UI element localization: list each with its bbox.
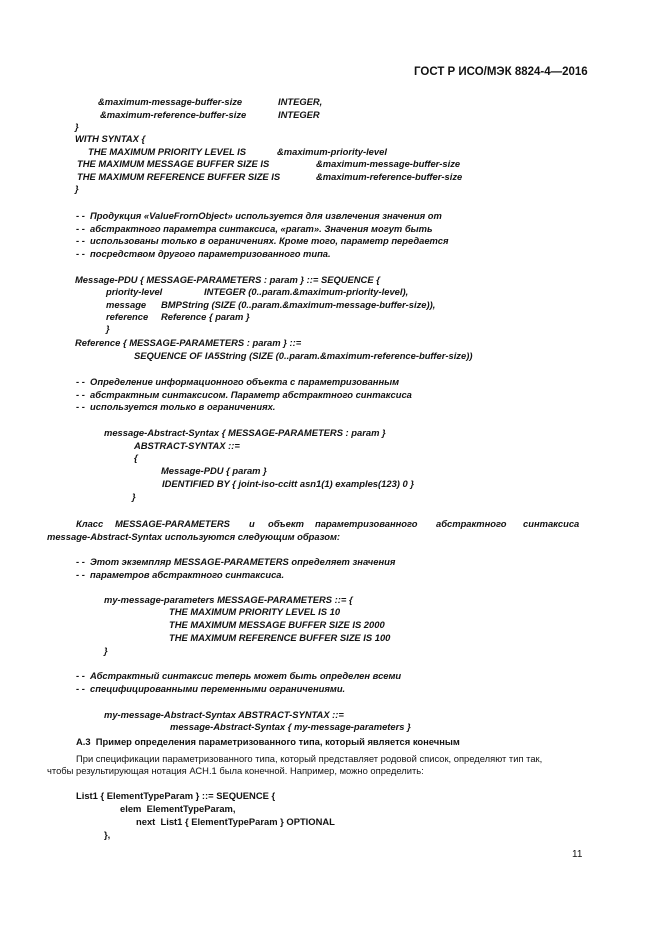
code-line: message-Abstract-Syntax { my-message-parameters } <box>170 721 411 732</box>
para-word: и <box>249 518 255 529</box>
code-line: next List1 { ElementTypeParam } OPTIONAL <box>136 816 335 827</box>
code-brace: }, <box>104 829 111 840</box>
para-word: MESSAGE-PARAMETERS <box>115 518 230 529</box>
code-line: SEQUENCE OF IA5String (SIZE (0..param.&maximum-reference-buffer-size)) <box>134 350 473 361</box>
code-comment-line: - - параметров абстрактного синтаксиса. <box>76 569 285 580</box>
code-line: THE MAXIMUM REFERENCE BUFFER SIZE IS 100 <box>169 632 391 643</box>
code-comment-line: - - использованы только в ограничениях. Кроме того, параметр передается <box>76 235 449 246</box>
code-line: IDENTIFIED BY { joint-iso-ccitt asn1(1) examples(123) 0 } <box>162 478 414 489</box>
code-brace: } <box>132 491 136 502</box>
code-line: THE MAXIMUM MESSAGE BUFFER SIZE IS 2000 <box>169 619 385 630</box>
code-line: Reference { MESSAGE-PARAMETERS : param } ::= <box>75 337 302 348</box>
syntax-label: THE MAXIMUM REFERENCE BUFFER SIZE IS <box>77 171 281 182</box>
body-text-line: При спецификации параметризованного типа, который представляет родовой список, определяют тип так, <box>76 753 543 764</box>
code-with-syntax: WITH SYNTAX { <box>75 133 146 144</box>
code-brace: } <box>75 183 79 194</box>
para-line: message-Abstract-Syntax используются следующим образом: <box>47 531 341 542</box>
syntax-value: &maximum-priority-level <box>277 146 387 157</box>
code-field-name: message <box>106 299 147 310</box>
code-comment-line: - - Определение информационного объекта с параметризованным <box>76 376 400 387</box>
page-number: 11 <box>572 849 583 860</box>
code-line: ABSTRACT-SYNTAX ::= <box>134 440 240 451</box>
code-brace: { <box>134 452 138 463</box>
code-comment-line: - - используется только в ограничениях. <box>76 401 276 412</box>
para-word: Класс <box>76 518 104 529</box>
code-field-name: priority-level <box>106 286 163 297</box>
code-field-type: INTEGER, <box>278 96 323 107</box>
code-line: message-Abstract-Syntax { MESSAGE-PARAMETERS : param } <box>104 427 386 438</box>
code-line: elem ElementTypeParam, <box>120 803 236 814</box>
syntax-label: THE MAXIMUM PRIORITY LEVEL IS <box>88 146 247 157</box>
code-comment-line: - - Продукция «ValueFrornObject» используется для извлечения значения от <box>76 210 442 221</box>
code-field-name: &maximum-message-buffer-size <box>98 96 243 107</box>
code-line: List1 { ElementTypeParam } ::= SEQUENCE { <box>76 790 276 801</box>
code-field-type: INTEGER (0..param.&maximum-priority-level), <box>204 286 409 297</box>
code-comment-line: - - Этот экземпляр MESSAGE-PARAMETERS определяет значения <box>76 556 396 567</box>
para-word: объект <box>268 518 304 529</box>
code-brace: } <box>106 323 110 334</box>
body-text-line: чтобы результирующая нотация АСН.1 была конечной. Например, можно определить: <box>47 765 424 776</box>
code-field-type: Reference { param } <box>161 311 250 322</box>
code-comment-line: - - абстрактного параметра синтаксиса, «param». Значения могут быть <box>76 223 433 234</box>
code-line: my-message-Abstract-Syntax ABSTRACT-SYNTAX ::= <box>104 709 344 720</box>
code-line: my-message-parameters MESSAGE-PARAMETERS ::= { <box>104 594 353 605</box>
code-comment-line: - - специфицированными переменными ограничениями. <box>76 683 346 694</box>
code-line: Message-PDU { param } <box>161 465 267 476</box>
para-word: абстрактного <box>436 518 507 529</box>
code-line: THE MAXIMUM PRIORITY LEVEL IS 10 <box>169 606 341 617</box>
para-word: параметризованного <box>315 518 418 529</box>
syntax-label: THE MAXIMUM MESSAGE BUFFER SIZE IS <box>77 158 270 169</box>
code-brace: } <box>104 645 108 656</box>
code-brace: } <box>75 121 79 132</box>
code-field-type: BMPString (SIZE (0..param.&maximum-message-buffer-size)), <box>161 299 436 310</box>
syntax-value: &maximum-reference-buffer-size <box>316 171 463 182</box>
code-comment-line: - - Абстрактный синтаксис теперь может быть определен всеми <box>76 670 402 681</box>
standard-header: ГОСТ Р ИСО/МЭК 8824-4—2016 <box>414 66 588 78</box>
code-field-type: INTEGER <box>278 109 320 120</box>
section-heading: A.3 Пример определения параметризованного типа, который является конечным <box>76 736 460 747</box>
syntax-value: &maximum-message-buffer-size <box>316 158 461 169</box>
para-word: синтаксиса <box>523 518 580 529</box>
code-comment-line: - - посредством другого параметризованного типа. <box>76 248 331 259</box>
code-field-name: reference <box>106 311 149 322</box>
code-field-name: &maximum-reference-buffer-size <box>100 109 247 120</box>
code-comment-line: - - абстрактным синтаксисом. Параметр абстрактного синтаксиса <box>76 389 412 400</box>
code-line: Message-PDU { MESSAGE-PARAMETERS : param } ::= SEQUENCE { <box>75 274 380 285</box>
